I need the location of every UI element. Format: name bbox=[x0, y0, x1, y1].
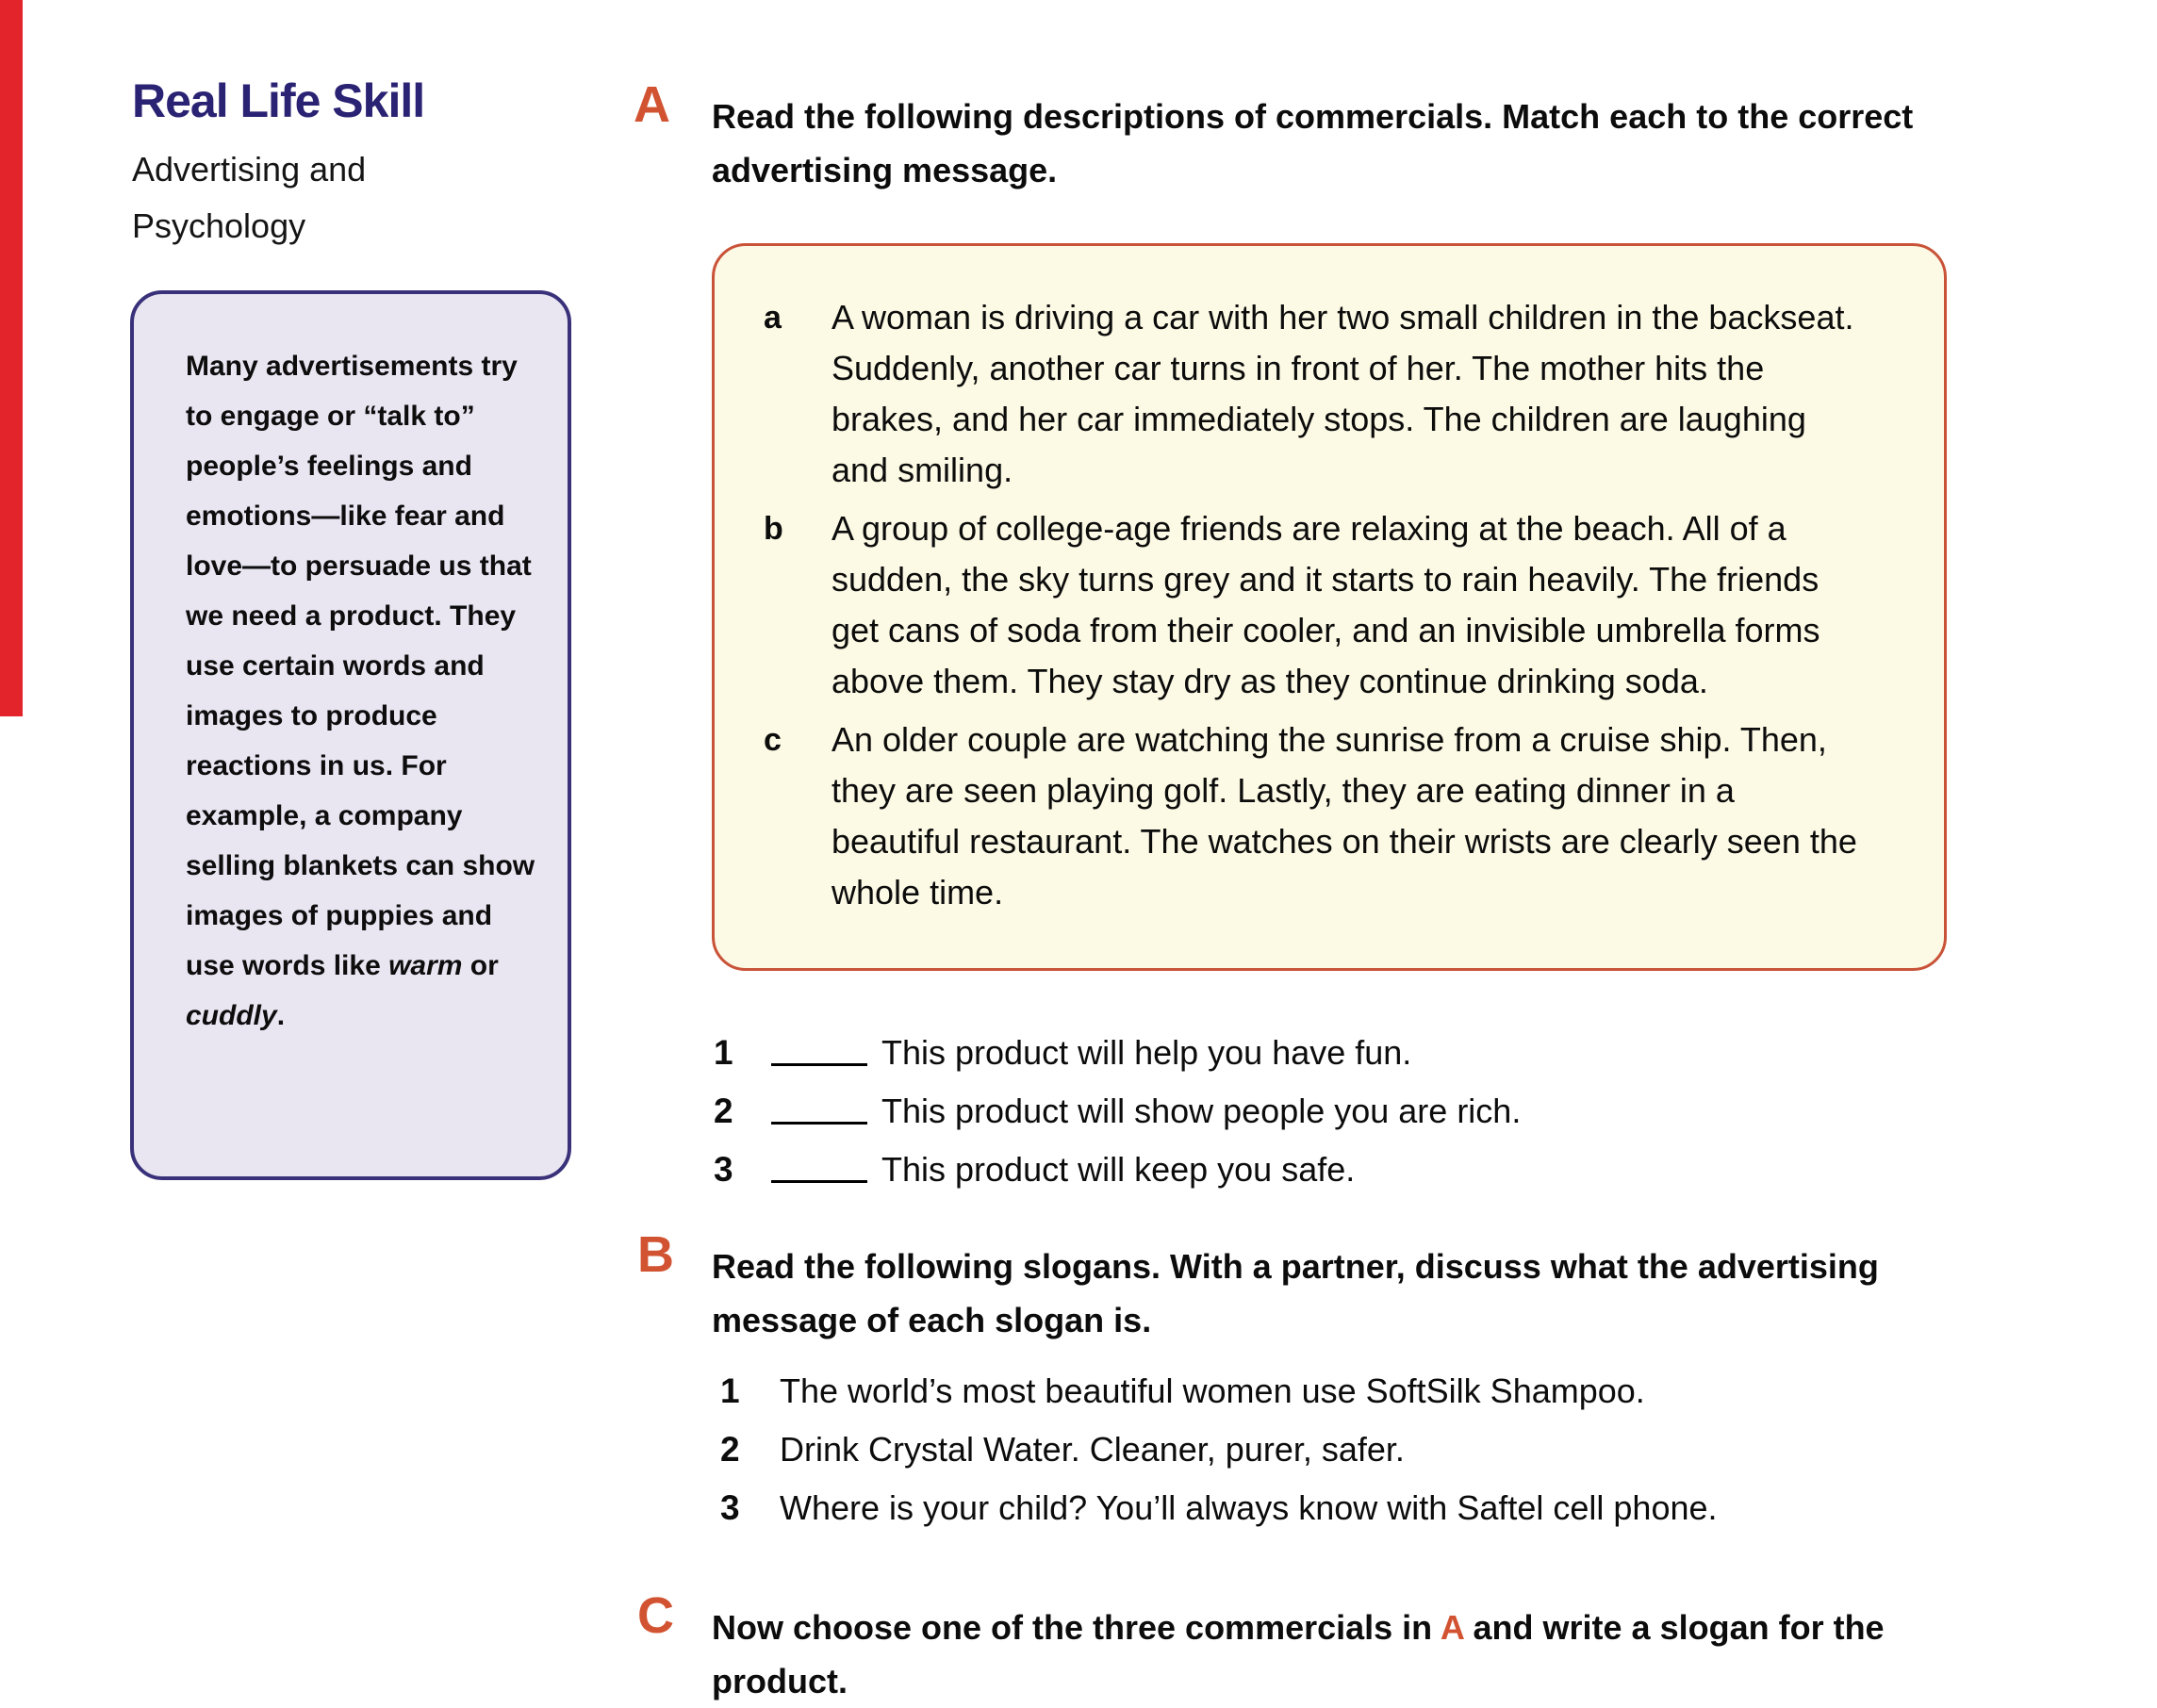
commercial-item-b bbox=[764, 503, 1887, 707]
answer-blank bbox=[771, 1117, 867, 1125]
slogan-number: 1 bbox=[720, 1371, 740, 1410]
slogan-number: 2 bbox=[720, 1430, 740, 1469]
section-b-letter: B bbox=[637, 1226, 674, 1283]
slogan-row-1 bbox=[720, 1371, 1718, 1411]
commercial-item-c bbox=[764, 714, 1887, 918]
answer-blank bbox=[771, 1175, 867, 1183]
sidebar-note-box bbox=[130, 290, 571, 1180]
slogans-list bbox=[720, 1371, 1718, 1547]
message-row-3 bbox=[714, 1150, 1521, 1190]
message-row-1 bbox=[714, 1033, 1521, 1073]
commercial-item-text: A woman is driving a car with her two small children in the backseat. Suddenly, another car turns in front of her. The mother hits the brakes, and her car immediately stops. The children are laughing and smiling. bbox=[832, 298, 1854, 489]
message-text: This product will help you have fun. bbox=[881, 1033, 1412, 1072]
section-a-letter: A bbox=[634, 76, 670, 133]
page-edge-bar bbox=[0, 0, 23, 716]
section-b-heading: Read the following slogans. With a partner, discuss what the advertising message of each slogan is. bbox=[712, 1247, 1879, 1339]
commercial-item-label: b bbox=[764, 511, 783, 547]
slogan-text: Where is your child? You’ll always know with Saftel cell phone. bbox=[780, 1488, 1718, 1527]
commercial-item-a bbox=[764, 292, 1887, 496]
page-title: Real Life Skill bbox=[132, 74, 425, 127]
section-a-heading: Read the following descriptions of commercials. Match each to the correct advertising message. bbox=[712, 97, 1914, 189]
section-c-letter: C bbox=[637, 1587, 674, 1644]
slogan-row-2 bbox=[720, 1430, 1718, 1470]
page-subtitle: Advertising and Psychology bbox=[132, 150, 367, 245]
section-c-heading: Now choose one of the three commercials in A and write a slogan for the product. bbox=[712, 1608, 1885, 1700]
slogan-text: The world’s most beautiful women use SoftSilk Shampoo. bbox=[780, 1371, 1645, 1410]
advertising-messages-list bbox=[714, 1033, 1521, 1208]
slogan-number: 3 bbox=[720, 1488, 740, 1527]
slogan-row-3 bbox=[720, 1488, 1718, 1528]
message-number: 1 bbox=[714, 1033, 733, 1072]
commercial-item-label: a bbox=[764, 300, 782, 336]
message-row-2 bbox=[714, 1092, 1521, 1131]
commercial-item-label: c bbox=[764, 722, 782, 758]
slogan-text: Drink Crystal Water. Cleaner, purer, safer. bbox=[780, 1430, 1405, 1469]
message-number: 3 bbox=[714, 1150, 733, 1189]
commercial-item-text: A group of college-age friends are relaxing at the beach. All of a sudden, the sky turns grey and it starts to rain heavily. The friends get cans of soda from their cooler, and an invisible umbrella forms above them. They stay dry as they continue drinking soda. bbox=[832, 509, 1820, 700]
message-text: This product will show people you are rich. bbox=[881, 1092, 1522, 1130]
message-number: 2 bbox=[714, 1092, 733, 1130]
message-text: This product will keep you safe. bbox=[881, 1150, 1356, 1189]
commercials-box bbox=[712, 243, 1947, 971]
commercial-item-text: An older couple are watching the sunrise from a cruise ship. Then, they are seen playing golf. Lastly, they are eating dinner in a beautiful restaurant. The watches on their wrists are clearly seen the whole time. bbox=[832, 720, 1857, 911]
answer-blank bbox=[771, 1059, 867, 1066]
sidebar-note-text: Many advertisements try to engage or “talk to” people’s feelings and emotions—like fear and love—to persuade us that we need a product. They use certain words and images to produce reactions in us. For example, a company selling blankets can show images of puppies and use words like warm or cuddly. bbox=[186, 351, 535, 1031]
